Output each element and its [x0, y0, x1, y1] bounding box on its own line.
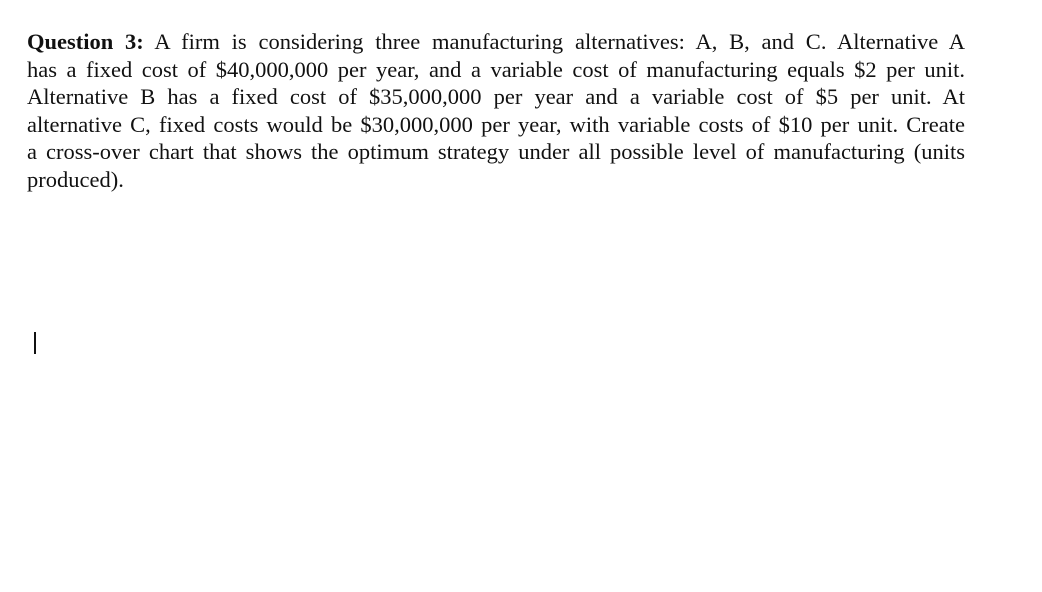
question-line-1	[27, 28, 965, 56]
question-line-3: Alternative B has a fixed cost of $35,000,000 per year and a variable cost of $5 per unit. At	[27, 84, 965, 109]
question-line-1-text: A firm is considering three manufacturing alternatives: A, B, and C. Alternative A	[154, 29, 965, 54]
question-line-2: has a fixed cost of $40,000,000 per year, and a variable cost of manufacturing equals $2 per unit.	[27, 56, 965, 82]
text-insertion-cursor[interactable]	[34, 332, 36, 354]
question-line-5: a cross-over chart that shows the optimum strategy under all possible level of manufacturing (units	[27, 139, 965, 164]
question-line-6: produced).	[27, 166, 124, 192]
question-line-4: alternative C, fixed costs would be $30,000,000 per year, with variable costs of $10 per unit. Create	[27, 111, 965, 137]
question-text	[27, 28, 972, 193]
question-label: Question 3:	[27, 29, 144, 54]
